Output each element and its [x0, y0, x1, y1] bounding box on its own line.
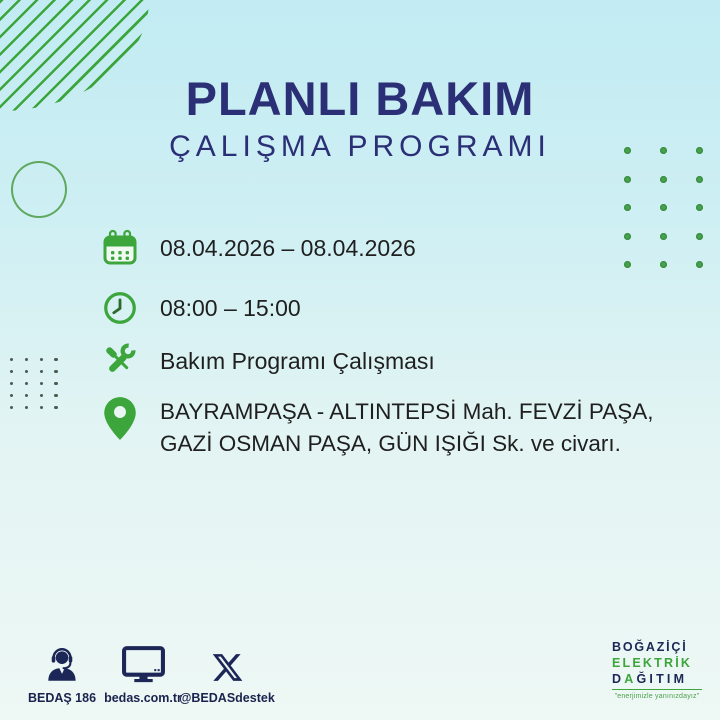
dot-grid-left-decoration — [10, 358, 58, 409]
title-line-1: PLANLI BAKIM — [185, 72, 535, 125]
call-center-label: BEDAŞ 186 — [27, 691, 97, 705]
contact-website — [101, 644, 185, 705]
tools-icon — [98, 341, 142, 381]
social-handle-label: @BEDASdestek — [179, 691, 275, 705]
time-row — [98, 288, 301, 328]
date-row — [98, 226, 416, 270]
logo-tagline: "enerjimizle yanınızdayız" — [614, 692, 700, 700]
call-center-agent-icon — [20, 644, 104, 684]
logo-divider — [612, 689, 702, 690]
logo-line-bogazici: BOĞAZİÇİ — [612, 640, 688, 654]
logo-line-elektrik: ELEKTRİK — [612, 656, 693, 670]
x-twitter-icon — [177, 644, 277, 684]
clock-icon — [98, 289, 142, 327]
calendar-icon — [98, 228, 142, 268]
location-row — [98, 396, 666, 459]
work-type-row — [98, 340, 435, 382]
title-line-2: ÇALIŞMA PROGRAMI — [169, 130, 551, 164]
contact-call-center — [20, 644, 104, 705]
logo-line-dagitim: DAĞITIM — [612, 672, 688, 686]
time-range-text: 08:00 – 15:00 — [160, 294, 301, 321]
location-pin-icon — [98, 396, 142, 441]
website-label: bedas.com.tr — [104, 691, 182, 705]
work-type-text: Bakım Programı Çalışması — [160, 347, 435, 374]
company-logo — [612, 640, 702, 700]
circle-outline-decoration — [11, 161, 67, 218]
contact-social — [177, 644, 277, 705]
location-text: BAYRAMPAŞA - ALTINTEPSİ Mah. FEVZİ PAŞA, GAZİ OSMAN PAŞA, GÜN IŞIĞI Sk. ve civarı. — [160, 399, 654, 456]
monitor-icon — [101, 644, 185, 684]
page-title — [0, 74, 720, 164]
dot-grid-right-decoration — [624, 147, 703, 268]
date-range-text: 08.04.2026 – 08.04.2026 — [160, 234, 416, 261]
